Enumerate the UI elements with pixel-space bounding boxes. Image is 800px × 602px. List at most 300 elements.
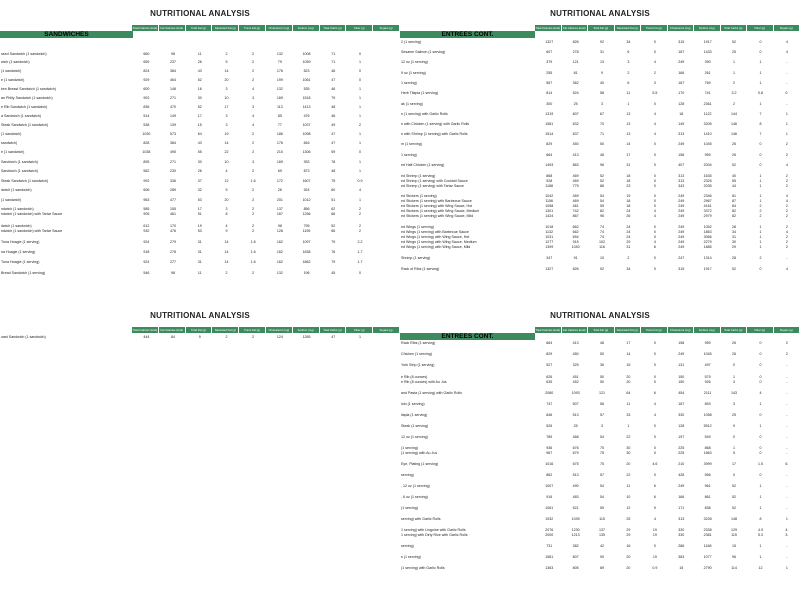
nutrient-value: 1581 [536,122,562,126]
nutrient-value: 1 [747,174,773,178]
nutrient-value: 85 [267,114,294,118]
nutrient-value: 2 [774,174,800,178]
nutrient-value: 1 [774,517,800,521]
nutrient-value: 14 [213,69,240,73]
nutrient-value: 3.2 [721,91,747,95]
nutrient-value: 249 [668,60,694,64]
nutrient-value: 4 [642,122,668,126]
nutrient-value: 2 [213,335,240,339]
nutrient-value: 585 [133,207,160,211]
table-row [400,553,800,561]
nutrient-value: 31 [186,260,213,264]
nutrient-value: 829 [536,142,562,146]
nutrient-value: 0 [642,142,668,146]
nutrient-value: 1039 [562,517,588,521]
nutrient-value: 0 [642,199,668,203]
nutrient-value: 2979 [694,214,720,218]
nutrient-value: 124 [267,335,294,339]
nutrient-value: 135 [589,533,615,537]
nutrient-value: 2 [240,78,267,82]
nutrient-value: 54 [589,435,615,439]
nutrient-value: 1 [747,544,773,548]
nutrient-value: 26 [186,60,213,64]
nutrient-value: 1327 [536,40,562,44]
nutrient-value: 1256 [293,212,320,216]
nutrient-value: 15 [615,363,641,367]
nutrient-value: 150 [668,380,694,384]
nutrient-value: - [774,71,800,75]
item-name: ed Wings (1 serving) with Wing Sauce, Hot [400,235,536,239]
nutrient-value: 664 [536,341,562,345]
nutrient-value: 46 [589,153,615,157]
nutrient-value: 1 [774,132,800,136]
nutrient-value: 18 [668,112,694,116]
table-row [400,564,800,572]
nutrient-value: 5 [721,451,747,455]
nutrient-value: 527 [536,363,562,367]
nutrient-value: 1 [747,199,773,203]
nutrient-value: 29 [615,240,641,244]
column-header: Fiber (g) [747,25,774,31]
item-name: ed Half Chicken (1 serving) [400,163,536,167]
nutrient-value: 47 [320,335,347,339]
nutrient-value: 279 [160,240,187,244]
nutrient-value: 132 [267,87,294,91]
nutrient-value: 662 [562,225,588,229]
nutrient-value: 9 [213,229,240,233]
nutrient-value: 868 [536,174,562,178]
column-header: Total Carbs (g) [320,25,347,31]
nutrient-value: 82 [721,214,747,218]
item-name: ed Shrimp (1 serving) with Cocktail Sauce [400,179,536,183]
table-row [400,89,800,97]
nutrient-value: 17 [186,207,213,211]
table-row [0,103,400,111]
nutrient-value: 78 [320,160,347,164]
table-row [0,85,400,93]
nutrient-value: 2 [774,245,800,249]
nutrient-value: 139 [160,123,187,127]
nutrient-value: 1 [347,141,374,145]
nutrient-value: 521 [562,506,588,510]
item-name: sandwich) [0,141,133,145]
nutrient-value: 4 [642,132,668,136]
item-name: 1 serving) with Linguine with Garlic Rolls [400,528,536,532]
nutrient-value: 924 [133,260,160,264]
nutrient-value: 1301 [536,209,562,213]
nutrient-value: 54 [589,495,615,499]
nutrient-value: 29 [721,245,747,249]
nutrient-value: 0 [642,451,668,455]
nutrient-value: 1410 [694,132,720,136]
nutrient-value: 0 [747,435,773,439]
nutrient-value: 0 [347,52,374,56]
table-row [0,148,400,156]
nutrient-value: 150 [668,375,694,379]
nutrient-value: 1493 [536,163,562,167]
nutrient-value: 936 [536,446,562,450]
nutrient-value: 1 [747,71,773,75]
nutrient-value: 795 [293,224,320,228]
nutrient-value: 30 [186,96,213,100]
nutrient-value: 66 [320,212,347,216]
nutrient-value: 53 [186,229,213,233]
nutrient-value: 675 [562,462,588,466]
nutrient-value: 4.6 [642,462,668,466]
nutrient-value: 805 [562,566,588,570]
nutrient-value: 1 [747,235,773,239]
nutrient-value: 25 [721,413,747,417]
nutrient-value: 58 [589,91,615,95]
nutrient-value: 5 [213,188,240,192]
item-name: Rack Ribs (1 serving) [400,341,536,345]
nutrient-value: 47 [320,78,347,82]
nutrient-value: 343 [668,184,694,188]
nutrient-value: 2 [240,229,267,233]
column-header: Total Calories (kcal) [132,25,159,31]
nutrient-value: 18 [615,174,641,178]
nutrient-value: 1.5 [747,462,773,466]
nutrient-value: 549 [694,435,720,439]
table-row [0,227,400,235]
nutrient-value: 959 [694,341,720,345]
nutrient-value: 16 [186,87,213,91]
nutrient-value: 0 [642,153,668,157]
nutrient-value: 14 [615,352,641,356]
nutrient-value: 0 [747,375,773,379]
table-row [0,177,400,185]
nutrient-value: 1058 [694,413,720,417]
item-name: 9 oz (1 serving) [400,71,536,75]
column-header: Total Calories (kcal) [535,327,562,333]
table-row [400,460,800,468]
nutrient-value: 249 [668,484,694,488]
nutrient-value: 6 [642,495,668,499]
nutrient-value: 1 [721,375,747,379]
nutrient-value: 28 [721,225,747,229]
nutrient-value: 52 [721,484,747,488]
nutrient-value: 13 [615,132,641,136]
nutrient-value: 862 [536,473,562,477]
nutrient-value: 451 [562,375,588,379]
table-row [400,254,800,262]
nutrient-value: 8 [213,212,240,216]
nutrient-value: 660 [133,52,160,56]
nutrient-value: 313 [668,174,694,178]
nutrient-value: 632 [562,122,588,126]
table-row [0,196,400,204]
table-row [0,210,400,218]
table-row [400,400,800,408]
nutrient-value: 166 [668,71,694,75]
nutrient-value: 1 [747,424,773,428]
nutrient-value: 167 [668,402,694,406]
nutrient-value: 2 [774,352,800,356]
nutrient-value: 25 [721,50,747,54]
nutrient-value: - [774,102,800,106]
nutrient-value: 626 [536,375,562,379]
nutrient-value: 278 [562,50,588,54]
item-name: ed Stickers (1 serving) with Barbecue Sauce [400,199,536,203]
nutrient-value: 46 [320,114,347,118]
nutrient-value: 249 [668,245,694,249]
nutrient-value: 1514 [536,132,562,136]
nutrient-value: 838 [694,506,720,510]
column-header: Fat Calories (kcal) [159,327,186,333]
nutrient-value: 873 [293,169,320,173]
section-header: ENTREES CONT. [400,31,535,38]
nutrient-value: 313 [668,517,694,521]
nutrient-value: 1 [747,179,773,183]
nutrient-value: 29 [615,533,641,537]
nutrient-value: 0 [347,271,374,275]
table-row [400,38,800,46]
nutrient-value: 171 [668,506,694,510]
nutrient-value: 51 [186,212,213,216]
table-row [400,378,800,386]
nutrient-value: 477 [160,198,187,202]
item-name: ed Wings (1 serving) with Wing Sauce, Medium [400,240,536,244]
nutrient-value: 1 [747,60,773,64]
nutrient-value: 37 [186,179,213,183]
nutrient-value: 1.6 [240,179,267,183]
nutrient-value: 452 [562,380,588,384]
nutrient-value: 483 [562,495,588,499]
nutrient-value: 132 [267,52,294,56]
nutrient-value: 2338 [694,528,720,532]
nutrient-value: 31 [615,245,641,249]
nutrient-value: 54 [589,199,615,203]
nutrient-value: 89 [589,566,615,570]
nutrient-value: 26 [721,352,747,356]
table-row [0,333,400,341]
nutrient-value: 4 [642,402,668,406]
column-header: Total Carbs (g) [320,327,347,333]
nutrient-value: 6 [642,245,668,249]
nutrient-value: 169 [267,96,294,100]
nutrient-value: 893 [694,402,720,406]
nutrient-value: 249 [668,214,694,218]
nutrient-value: 26 [721,341,747,345]
nutrient-value: 15 [721,544,747,548]
nutrient-value: 197 [668,435,694,439]
nutrient-value: 0 [747,363,773,367]
nutrient-value: 13 [615,112,641,116]
nutrient-value: 42 [589,544,615,548]
nutrient-value: 1045 [694,142,720,146]
nutrient-value: 1863 [694,451,720,455]
nutrient-value: 1399 [536,245,562,249]
table-row [0,130,400,138]
nutrient-value: 57 [589,473,615,477]
item-name: a Sandwich (1 sandwich) [0,114,133,118]
item-name: ken Breast Sandwich (1 sandwich) [0,87,133,91]
nutrient-value: 20 [213,198,240,202]
nutrient-value: 635 [536,380,562,384]
item-name: Rack of Ribs (1 serving) [400,267,536,271]
nutrient-value: 461 [562,204,588,208]
nutrient-value: 11 [186,52,213,56]
column-header: Cholesterol (mg) [266,25,293,31]
nutrient-value: - [774,495,800,499]
nutrient-value: 15 [186,123,213,127]
nutrient-value: 158 [668,341,694,345]
table-row [400,140,800,148]
column-header: Fat Calories (kcal) [159,25,186,31]
nutrient-value: 14 [213,260,240,264]
nutrient-value: 1433 [694,50,720,54]
table-row [400,542,800,550]
nutrient-value: 12 [747,566,773,570]
nutrient-value: 0 [642,50,668,54]
item-name: (1 sandwich) [0,132,133,136]
nutrient-value: 4 [747,391,773,395]
nutrient-value: 13 [615,122,641,126]
nutrient-value: 1.7 [347,250,374,254]
nutrient-value: 50 [589,380,615,384]
nutrient-value: 14 [615,142,641,146]
nutrient-value: 1 [347,114,374,118]
nutrient-value: 1008 [293,52,320,56]
nutrient-value: 48 [320,169,347,173]
item-name: 2 (1 serving) [400,40,536,44]
nutrient-value: 2 [615,256,641,260]
nutrient-value: 490 [562,484,588,488]
item-name: and Pasta (1 serving) with Garlic Rolls [400,391,536,395]
table-row [400,389,800,397]
nutrient-value: 2967 [694,199,720,203]
nutrient-value: 249 [668,225,694,229]
page-title: NUTRITIONAL ANALYSIS [400,311,800,320]
column-header: Sodium (mg) [293,25,320,31]
nutrient-value: 4 [642,60,668,64]
nutrient-value: 129 [721,528,747,532]
nutrient-value: 1122 [694,112,720,116]
nutrient-value: 230 [160,169,187,173]
nutrient-value: 33 [615,413,641,417]
nutrient-value: 24 [615,209,641,213]
nutrient-value: 0 [642,179,668,183]
nutrient-value: 0 [642,184,668,188]
nutrient-value: 0 [642,375,668,379]
nutrient-value: 59 [589,506,615,510]
nutrient-value: 20 [615,380,641,384]
nutrient-value: 1061 [293,78,320,82]
nutrient-value: 10 [213,96,240,100]
nutrient-value: 2 [347,123,374,127]
nutrient-value: 2 [240,207,267,211]
nutrient-value: 2 [774,153,800,157]
nutrient-value: 20 [213,78,240,82]
column-header: Total Carbs (g) [721,25,748,31]
nutrient-value: 1 [615,424,641,428]
table-row [400,350,800,358]
nutrient-value: 2 [642,71,668,75]
nutrient-value: 14 [213,141,240,145]
nutrient-value: 34 [721,230,747,234]
nutrient-value: 11 [186,271,213,275]
nutrient-value: 829 [536,352,562,356]
nutrient-value: 313 [668,179,694,183]
table-row [400,471,800,479]
nutrient-value: 2080 [536,391,562,395]
nutrient-value: 5.5 [642,91,668,95]
nutrient-value: 929 [133,78,160,82]
nutrient-value: 271 [160,96,187,100]
nutrient-value: 1424 [536,214,562,218]
nutrient-value: 20 [615,566,641,570]
nutrient-value: 836 [133,105,160,109]
column-header: Fiber (g) [346,25,373,31]
nutrient-value: 9 [721,424,747,428]
nutrient-value: 18 [615,204,641,208]
column-header: Total Carbs (g) [721,327,748,333]
nutrient-value: 1030 [133,132,160,136]
nutrient-value: 46 [589,341,615,345]
nutrient-value: 5.3 [747,533,773,537]
item-name: m (1 serving) [400,142,536,146]
nutrient-value: 225 [668,446,694,450]
nutrient-value: 2.2 [347,240,374,244]
nutrient-value: 75 [589,446,615,450]
nutrient-value: 1031 [536,235,562,239]
nutrient-value: 46 [320,69,347,73]
nutrient-value: 67 [589,112,615,116]
nutrient-value: 4 [774,40,800,44]
nutrient-value: 1 [347,105,374,109]
nutrient-value: 30 [721,240,747,244]
nutrient-value: 4 [774,230,800,234]
item-name: ed Shrimp (1 serving) with Tartar Sauce [400,184,536,188]
table-row [0,58,400,66]
item-name: (1 serving) with Garlic Rolls [400,566,536,570]
nutrient-value: 62 [320,207,347,211]
nutrient-value: 0 [747,451,773,455]
nutrient-value: 167 [267,212,294,216]
nutrient-value: 1 [774,122,800,126]
nutrient-value: 1607 [293,179,320,183]
column-header: Total Calories (kcal) [535,25,562,31]
table-row [400,100,800,108]
table-row [0,186,400,194]
column-header: Fat Calories (kcal) [562,327,589,333]
nutrient-value: 52 [320,224,347,228]
nutrient-value: 2 [240,188,267,192]
nutrient-value: 4 [642,413,668,417]
nutrient-value: 116 [589,245,615,249]
nutrient-value: 158 [668,153,694,157]
table-row [400,449,800,457]
nutrient-value: 2 [347,207,374,211]
nutrient-value: 70 [589,122,615,126]
nutrient-value: 50 [589,142,615,146]
nutrient-value: 31 [721,235,747,239]
nutrient-value: 4 [213,169,240,173]
nutrient-value: 497 [694,363,720,367]
item-name: 1 serving) [400,153,536,157]
nutrient-value: 4 [642,214,668,218]
nutrient-value: - [774,544,800,548]
nutrient-value: 20 [615,375,641,379]
nutrient-value: 826 [562,267,588,271]
nutrient-value: 14 [213,250,240,254]
nutrient-value: 75 [589,462,615,466]
nutrient-value: 30 [186,160,213,164]
nutrient-value: 2 [240,224,267,228]
column-header: Saturated Fat (g) [212,25,239,31]
nutrient-value: 146 [721,122,747,126]
nutrient-value: 271 [160,160,187,164]
